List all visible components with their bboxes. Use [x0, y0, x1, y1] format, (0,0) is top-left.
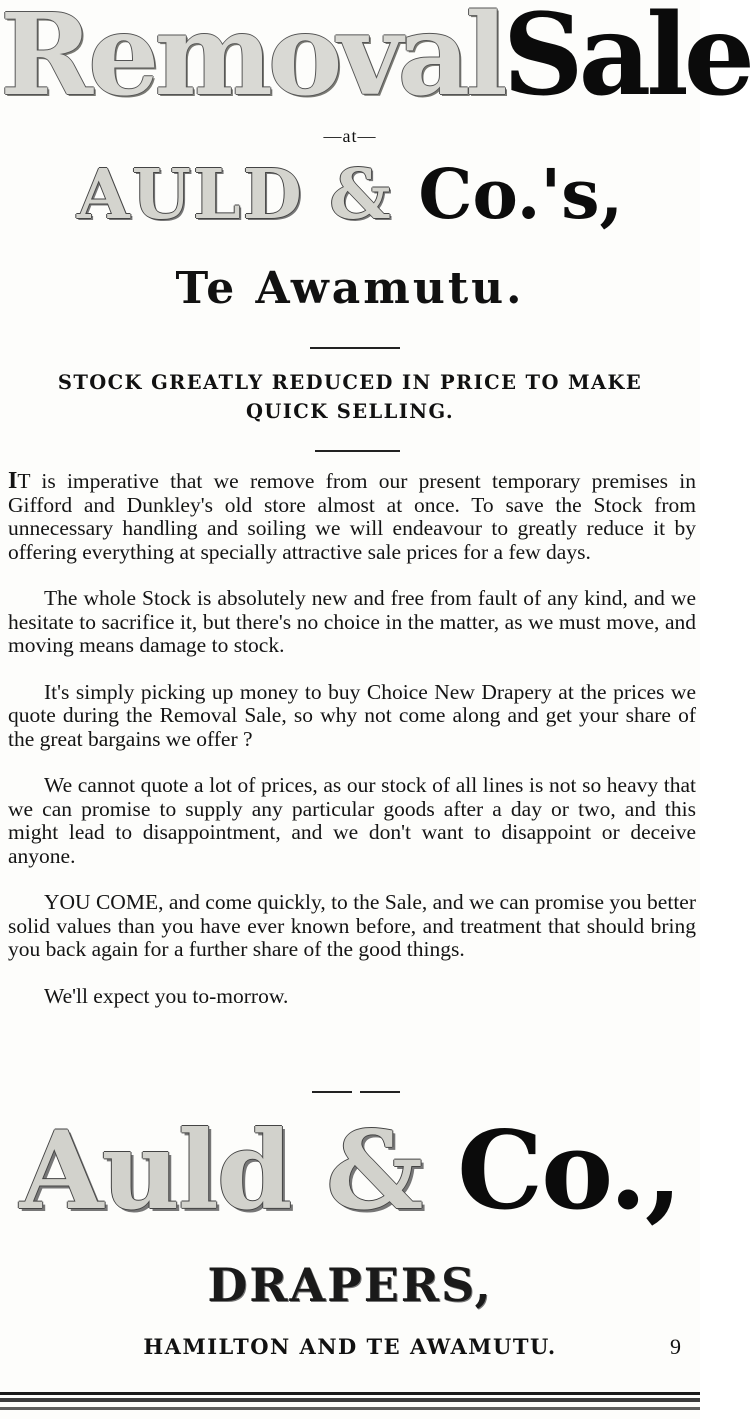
headline-removal-sale [0, 0, 750, 121]
divider-rule-middle [315, 450, 400, 452]
drop-cap: I [8, 468, 18, 494]
divider-dash-left [312, 1091, 352, 1093]
signature-co: Co., [457, 1108, 681, 1234]
signature-auld: Auld & [19, 1108, 458, 1234]
trade-drapers: DRAPERS, [207, 1258, 493, 1312]
subheading: STOCK GREATLY REDUCED IN PRICE TO MAKE QUICK SELLING. [57, 371, 643, 423]
paragraph-1 [8, 470, 696, 564]
firm-name-auld: AULD & [76, 155, 419, 235]
bottom-border-line-1 [0, 1392, 700, 1395]
bottom-border-line-2 [0, 1398, 700, 1402]
divider-dash-right [360, 1091, 400, 1093]
store-locations: HAMILTON AND TE AWAMUTU. [143, 1334, 557, 1359]
headline-removal: Removal [0, 0, 503, 121]
body-copy [8, 470, 696, 1008]
paragraph-5: YOU COME, and come quickly, to the Sale, and we can promise you better solid values than you have ever known before, and treatment that should bring you back again for a further share of the good things. [8, 890, 696, 961]
town-name: Te Awamutu. [175, 263, 525, 314]
paragraph-3: It's simply picking up money to buy Choice New Drapery at the prices we quote during the Removal Sale, so why not come along and get your share of the great bargains we offer ? [8, 679, 696, 751]
headline-sale: Sale [502, 0, 750, 121]
divider-rule-top [310, 347, 400, 349]
page-number: 9 [670, 1334, 681, 1359]
paragraph-2: The whole Stock is absolutely new and free from fault of any kind, and we hesitate to sacrifice it, but there's no choice in the matter, as we must move, and moving means damage to stock. [8, 586, 696, 657]
firm-title [0, 155, 700, 235]
paragraph-6: We'll expect you to-morrow. [44, 983, 289, 1008]
paragraph-4: We cannot quote a lot of prices, as our stock of all lines is not so heavy that we can promise to supply any particular goods after a day or two, and this might lead to disappointment, and we don't want to disappoint or deceive anyone. [8, 773, 696, 868]
signature-auld-co [0, 1108, 700, 1234]
at-connector: —at— [323, 126, 377, 146]
paragraph-1-text: T is imperative that we remove from our present temporary premises in Gifford and Dunkley's old store almost at once. To save the Stock from unnecessary handling and soiling we will endeavour to greatly reduce it by offering everything at specially attractive sale prices for a few days. [8, 469, 696, 564]
firm-name-co: Co.'s, [418, 155, 624, 235]
bottom-border-line-3 [0, 1407, 700, 1410]
